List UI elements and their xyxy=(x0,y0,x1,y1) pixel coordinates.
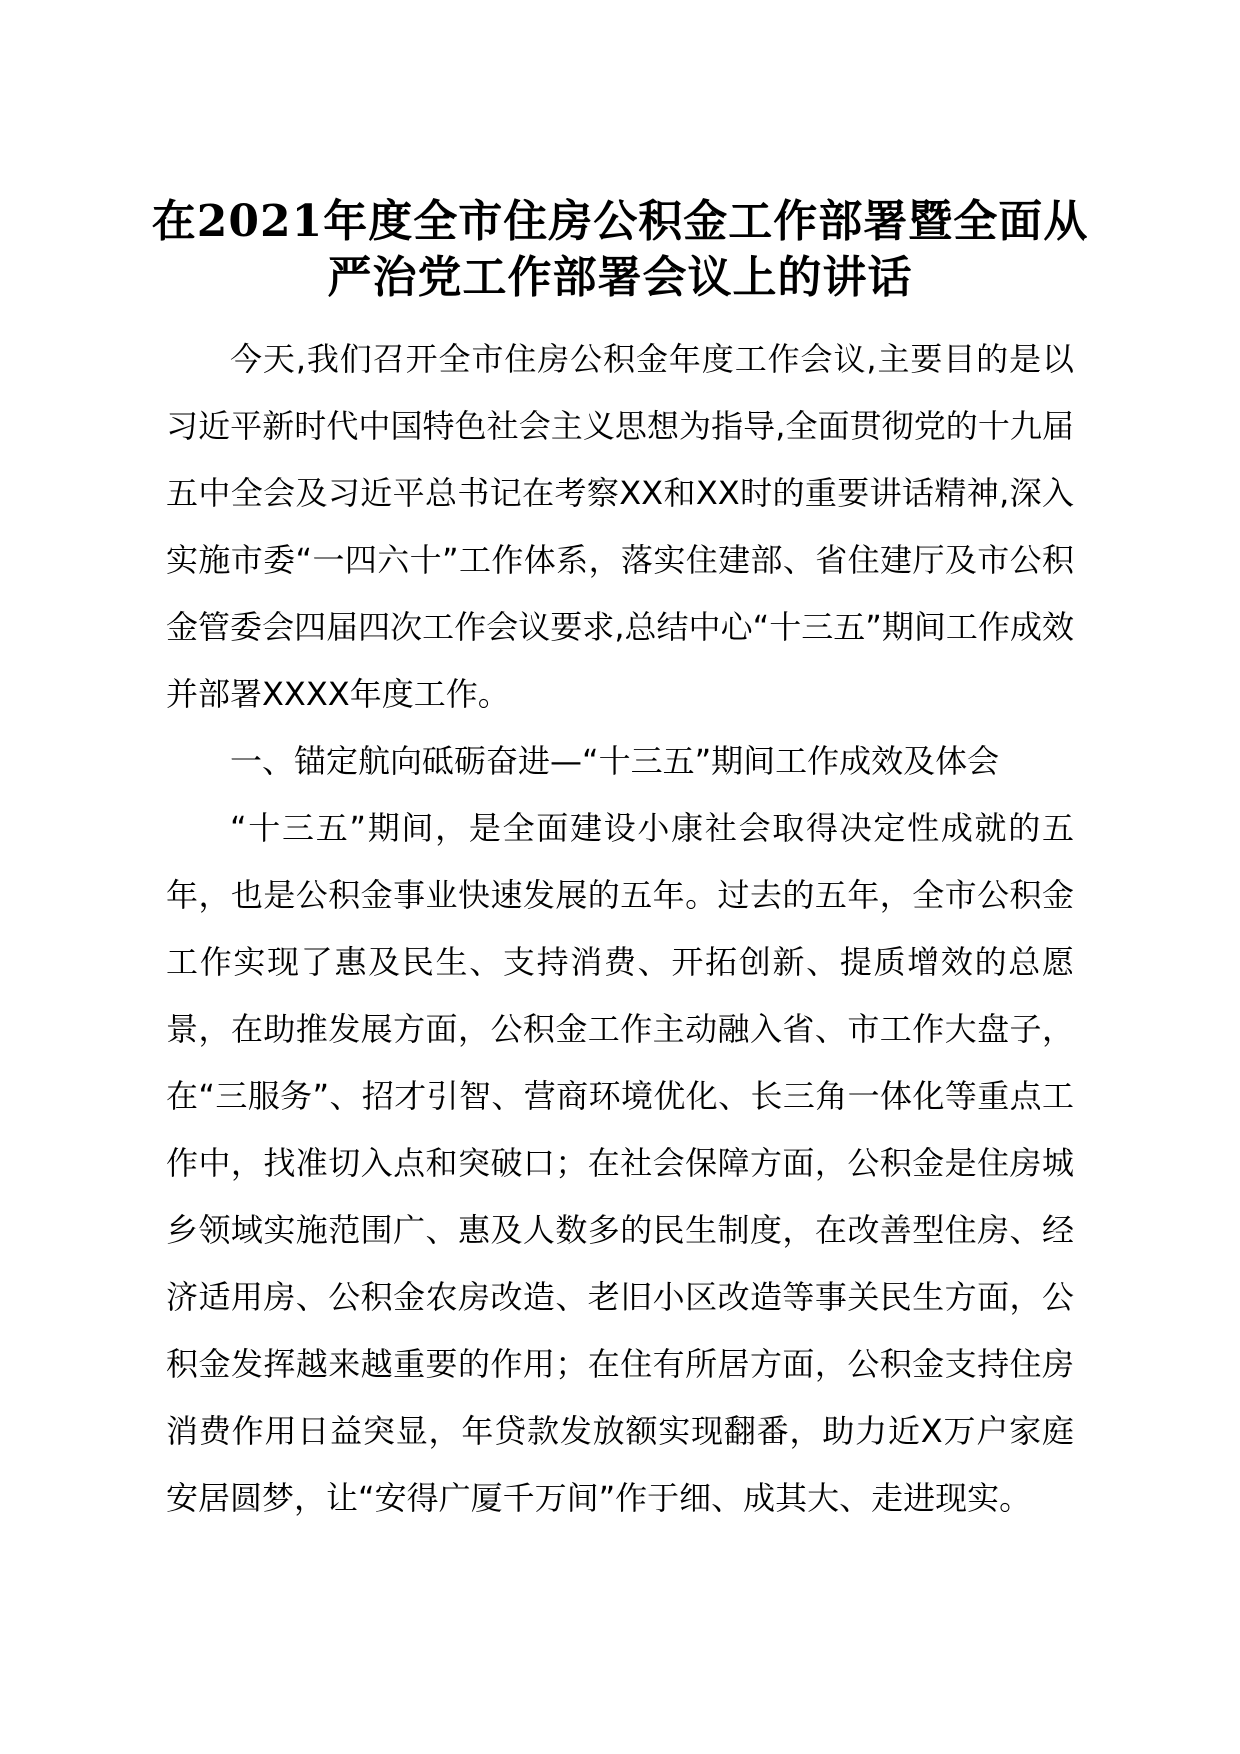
document-title: 在2021年度全市住房公积金工作部署暨全面从严治党工作部署会议上的讲话 xyxy=(151,196,1089,303)
document-body xyxy=(166,326,1074,1532)
intro-paragraph: 今天,我们召开全市住房公积金年度工作会议,主要目的是以习近平新时代中国特色社会主义思想为指导,全面贯彻党的十九届五中全会及习近平总书记在考察XX和XX时的重要讲话精神,深入实施市委“一四六十”工作体系，落实住建部、省住建厅及市公积金管委会四届四次工作会议要求,总结中心“十三五”期间工作成效并部署XXXX年度工作。 xyxy=(166,340,1074,713)
section-paragraph: “十三五”期间，是全面建设小康社会取得决定性成就的五年，也是公积金事业快速发展的五年。过去的五年，全市公积金工作实现了惠及民生、支持消费、开拓创新、提质增效的总愿景，在助推发展方面，公积金工作主动融入省、市工作大盘子，在“三服务”、招才引智、营商环境优化、长三角一体化等重点工作中，找准切入点和突破口；在社会保障方面，公积金是住房城乡领域实施范围广、惠及人数多的民生制度，在改善型住房、经济适用房、公积金农房改造、老旧小区改造等事关民生方面，公积金发挥越来越重要的作用；在住有所居方面，公积金支持住房消费作用日益突显，年贷款发放额实现翻番，助力近X万户家庭安居圆梦，让“安得广厦千万间”作于细、成其大、走进现实。 xyxy=(166,809,1074,1517)
section-heading: 一、锚定航向砥砺奋进—“十三五”期间工作成效及体会 xyxy=(230,742,1000,780)
